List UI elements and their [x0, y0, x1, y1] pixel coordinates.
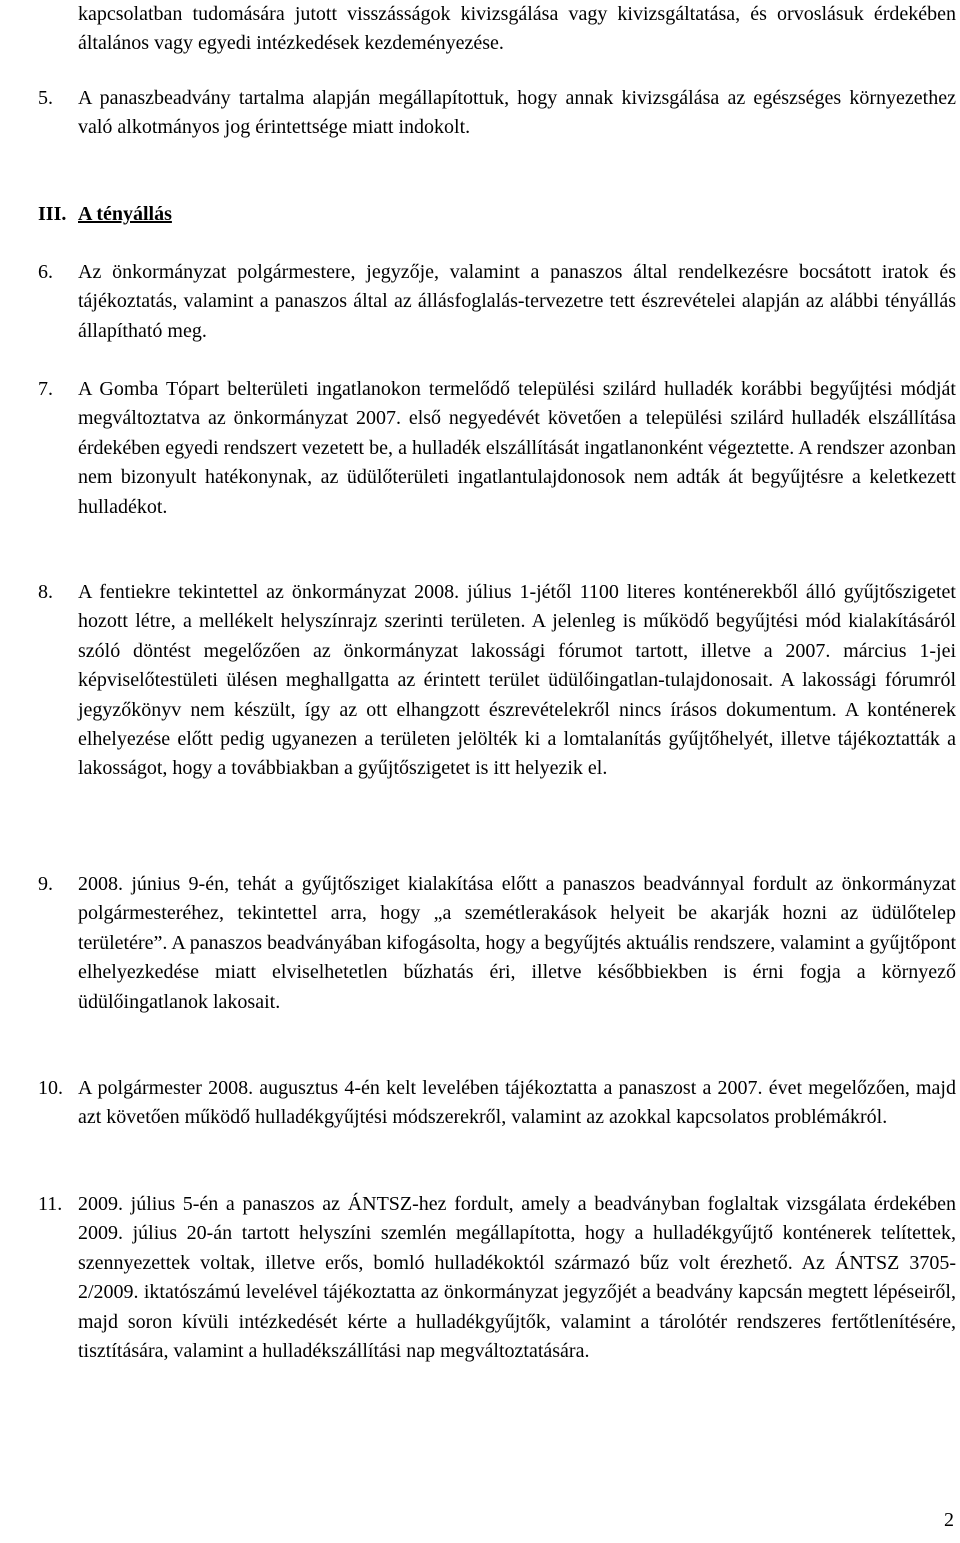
paragraph-number: 5. — [38, 87, 53, 109]
page-number: 2 — [944, 1509, 954, 1531]
intro-paragraph — [38, 0, 956, 59]
section-title: A tényállás — [78, 203, 172, 225]
paragraph-number: 11. — [38, 1193, 63, 1215]
paragraph-number: 6. — [38, 261, 53, 283]
paragraph-8 — [38, 578, 956, 784]
paragraph-text: kapcsolatban tudomására jutott visszásságok kivizsgálása vagy kivizsgáltatása, és orvoslásuk érdekében általános vagy egyedi intézkedések kezdeményezése. — [78, 3, 956, 55]
section-numeral: III. — [38, 203, 67, 225]
paragraph-number: 8. — [38, 581, 53, 603]
paragraph-5 — [38, 84, 956, 143]
paragraph-number: 7. — [38, 378, 53, 400]
paragraph-text: A polgármester 2008. augusztus 4-én kelt levelében tájékoztatta a panaszost a 2007. évet megelőzően, majd azt követően működő hulladékgyűjtési módszerekről, valamint az azokkal kapcsolatos problémákról. — [78, 1077, 956, 1129]
paragraph-number: 9. — [38, 873, 53, 895]
paragraph-text: A panaszbeadvány tartalma alapján megállapítottuk, hogy annak kivizsgálása az egészséges környezethez való alkotmányos jog érintettsége miatt indokolt. — [78, 87, 956, 139]
paragraph-number: 10. — [38, 1077, 63, 1099]
paragraph-text: 2008. június 9-én, tehát a gyűjtősziget kialakítása előtt a panaszos beadvánnyal fordult az önkormányzat polgármesteréhez, tekintettel arra, hogy „a szemétlerakások helyeit be akarják hozni az üdülőtelep területére”. A panaszos beadványában kifogásolta, hogy a begyűjtés aktuális rendszere, valamint a gyűjtőpont elhelyezkedése miatt elviselhetetlen bűzhatás éri, illetve későbbiekben is érni fogja a környező üdülőingatlanok lakosait. — [78, 873, 956, 1013]
paragraph-text: Az önkormányzat polgármestere, jegyzője, valamint a panaszos által rendelkezésre bocsátott iratok és tájékoztatás, valamint a panaszos által az állásfoglalás-tervezetre tett észrevételei alapján az alábbi tényállás állapítható meg. — [78, 261, 956, 342]
paragraph-6 — [38, 258, 956, 346]
paragraph-7 — [38, 375, 956, 522]
paragraph-10 — [38, 1074, 956, 1133]
paragraph-9 — [38, 870, 956, 1017]
paragraph-text: A fentiekre tekintettel az önkormányzat 2008. július 1-jétől 1100 literes konténerekből álló gyűjtőszigetet hozott létre, a mellékelt helyszínrajz szerinti területen. A jelenleg is működő begyűjtési mód kialakításáról szóló döntést megelőzően az önkormányzat lakossági fórumot tartott, illetve a 2007. március 1-jei képviselőtestületi ülésen meghallgatta az érintett terület üdülőingatlan-tulajdonosait. A lakossági fórumról jegyzőkönyv nem készült, így az ott elhangzott észrevételekről nincs írásos dokumentum. A konténerek elhelyezése előtt pedig ugyanezen a területen jelölték ki a lomtalanítás gyűjtőhelyét, illetve tájékoztatták a lakosságot, hogy a továbbiakban a gyűjtőszigetet is itt helyezik el. — [78, 581, 956, 780]
paragraph-11 — [38, 1190, 956, 1366]
paragraph-text: 2009. július 5-én a panaszos az ÁNTSZ-hez fordult, amely a beadványban foglaltak vizsgálata érdekében 2009. július 20-án tartott helyszíni szemlén megállapította, hogy a hulladékgyűjtő konténerek telítettek, szennyezettek voltak, illetve erős, bomló hulladékoktól származó bűz volt érezhető. Az ÁNTSZ 3705-2/2009. iktatószámú levelével tájékoztatta az önkormányzat jegyzőjét a beadvány kapcsán megtett lépéseiről, majd soron kívüli intézkedését kérte a hulladékgyűjtők, valamint a tárolótér rendszeres fertőtlenítésére, tisztítására, valamint a hulladékszállítási nap megváltoztatására. — [78, 1193, 956, 1363]
paragraph-text: A Gomba Tópart belterületi ingatlanokon termelődő települési szilárd hulladék korábbi begyűjtési módját megváltoztatva az önkormányzat 2007. első negyedévét követően a települési szilárd hulladék elszállítása érdekében egyedi rendszert vezetett be, a hulladék elszállítását ingatlanonként végeztette. A rendszer azonban nem bizonyult hatékonynak, az üdülőterületi ingatlantulajdonosok nem adták át begyűjtésre a keletkezett hulladékot. — [78, 378, 956, 518]
